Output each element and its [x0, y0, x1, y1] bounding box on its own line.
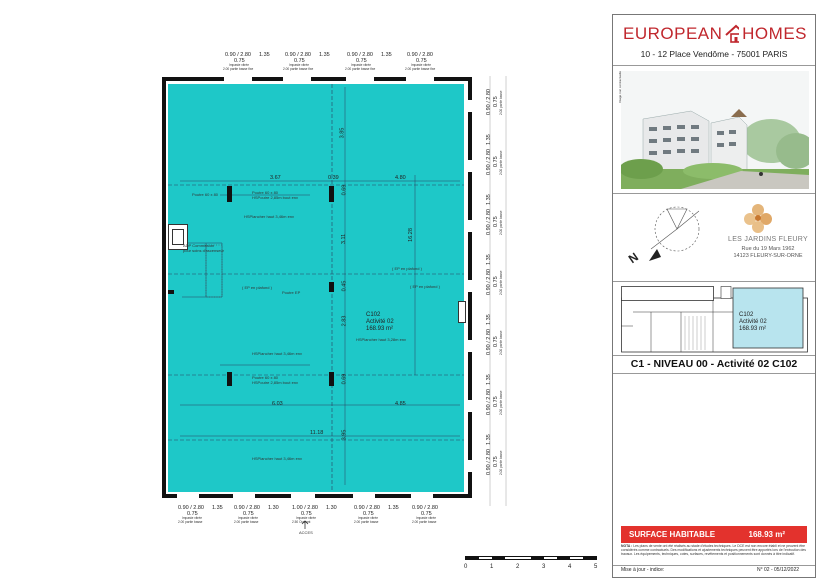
- window-opening: [290, 494, 316, 498]
- scale-bar-ruler: [465, 556, 597, 560]
- window-tag-note: Impaste vitrée: [416, 516, 437, 520]
- ep-plafond: ( EP en plafond ): [242, 285, 272, 290]
- window-tag-height: 0.75: [363, 511, 374, 517]
- window-tag-note: 2.00 partie basse: [499, 90, 503, 115]
- plan-post: [329, 186, 334, 202]
- window-tag-width: 0.90 / 2.80: [347, 52, 373, 58]
- plan-post: [227, 186, 232, 202]
- notes: [621, 544, 807, 557]
- window-opening: [176, 494, 200, 498]
- scale-bar-label: 2: [516, 564, 520, 570]
- window-tag-note: Impaste vitrée: [411, 63, 432, 67]
- window-opening: [468, 459, 472, 473]
- dim-v2: 0.69: [341, 184, 348, 196]
- project-street: Rue du 19 Mars 1962: [741, 246, 795, 252]
- window-tag-gap: 1.35: [319, 52, 330, 58]
- terrace-hatch: [488, 76, 524, 508]
- window-tag-gap: 1.30: [268, 505, 279, 511]
- window-tag-note: 2.50 Ouvrant: [292, 520, 311, 524]
- window-tag-width: 1.35: [486, 194, 492, 205]
- window-tag-note: 2.00 partie basse: [234, 520, 259, 524]
- dim-v3: 3.11: [341, 233, 348, 245]
- window-opening: [468, 339, 472, 353]
- window-tag-width: 0.90 / 2.80: [486, 149, 492, 175]
- plan-post: [168, 290, 174, 294]
- scale-bar-label: 3: [542, 564, 546, 570]
- window-tag-note: Impaste vitrée: [351, 63, 372, 67]
- dim-top-mid: 0.39: [328, 175, 339, 181]
- window-tag-height: 0.75: [356, 58, 367, 64]
- window-tag-width: 0.90 / 2.80: [225, 52, 251, 58]
- window-tag-note: Impaste vitrée: [238, 516, 259, 520]
- window-opening: [468, 99, 472, 113]
- window-tag-gap: 1.35: [381, 52, 392, 58]
- window-tag-note: 2.00 partie basse fixe: [345, 67, 376, 71]
- window-tag-gap: 1.35: [259, 52, 270, 58]
- window-tag-height: 0.75: [493, 336, 499, 347]
- window-tag-gap: 1.30: [326, 505, 337, 511]
- window-tag-note: Impaste vitrée: [229, 63, 250, 67]
- window-tag-width: 0.90 / 2.80: [412, 505, 438, 511]
- scale-bar-segment: [518, 557, 531, 559]
- window-tag-height: 0.75: [416, 58, 427, 64]
- scale-bar-segment: [466, 557, 479, 559]
- dim-v5: 2.83: [341, 315, 348, 327]
- ceiling-main: HSPlancher haut 3,28m env: [356, 337, 407, 342]
- plan-post: [329, 372, 334, 386]
- window-opening: [345, 77, 375, 81]
- dim-mid-left: 6.03: [272, 401, 283, 407]
- window-tag-note: 2.00 partie basse fixe: [283, 67, 314, 71]
- scale-bar-segment: [570, 557, 583, 559]
- key-plan-diagram: [621, 286, 809, 354]
- dim-bottom: 11.18: [310, 430, 324, 436]
- title-block: [612, 14, 816, 578]
- project-name: LES JARDINS FLEURY: [728, 236, 808, 243]
- window-opening: [405, 77, 435, 81]
- window-tag-note: Impaste vitrée: [182, 516, 203, 520]
- ceiling-bottom: HSPlancher haut 3,46m env: [252, 456, 303, 461]
- window-tag-width: 0.90 / 2.80: [486, 209, 492, 235]
- poutre-ep: Poutre EP: [282, 290, 301, 295]
- plan-lines: [160, 75, 476, 503]
- window-tag-height: 0.75: [243, 511, 254, 517]
- scale-bar-label: 1: [490, 564, 494, 570]
- window-opening: [468, 279, 472, 293]
- window-tag-width: 0.90 / 2.80: [486, 329, 492, 355]
- ep-plafond-mid: ( EP en plafond ): [392, 266, 422, 271]
- acces-label: ACCES: [299, 530, 313, 535]
- scale-bar-segment: [531, 557, 544, 559]
- project-flower-logo-icon: [741, 199, 775, 235]
- house-logo-icon: [725, 24, 739, 44]
- brand-name-right: HOMES: [742, 24, 807, 43]
- window-tag-height: 0.75: [493, 456, 499, 467]
- window-tag-width: 1.35: [486, 374, 492, 385]
- window-tag-note: 2.00 partie basse: [499, 210, 503, 235]
- key-plan-label: C102 Activité 02 168.93 m²: [739, 312, 767, 332]
- window-tag-width: 1.00 / 2.80: [292, 505, 318, 511]
- window-tag-height: 0.75: [493, 156, 499, 167]
- window-tag-width: 0.90 / 2.80: [486, 449, 492, 475]
- dim-mid-right: 4.85: [395, 401, 406, 407]
- window-tag-gap: 1.35: [212, 505, 223, 511]
- ep-plafond-right: ( EP en plafond ): [410, 284, 440, 289]
- window-tag-width: 0.90 / 2.80: [178, 505, 204, 511]
- render-caption: Image non contractuelle: [618, 70, 622, 103]
- window-tag-width: 0.90 / 2.80: [486, 269, 492, 295]
- ceiling-top: HSPlancher haut 3,46m env: [244, 214, 295, 219]
- dim-top-right: 4.80: [395, 175, 406, 181]
- dim-v4: 0.45: [341, 280, 348, 292]
- window-tag-height: 0.75: [187, 511, 198, 517]
- window-tag-note: 2.00 partie basse: [412, 520, 437, 524]
- scale-bar-segment: [544, 557, 557, 559]
- brand-address: 10 - 12 Place Vendôme - 75001 PARIS: [640, 49, 788, 59]
- window-tag-note: Impaste vitrée: [358, 516, 379, 520]
- notes-label: NOTA :: [621, 544, 633, 548]
- window-tag-note: 2.00 partie basse: [499, 390, 503, 415]
- window-opening: [468, 399, 472, 413]
- poutre-top: Poutre 60 x 80: [252, 190, 279, 195]
- scale-bar-label: 4: [568, 564, 572, 570]
- window-tag-note: Impaste vitrée: [296, 516, 317, 520]
- window-tag-note: 2.00 partie basse: [354, 520, 379, 524]
- plan-post: [227, 372, 232, 386]
- window-opening: [232, 494, 256, 498]
- dim-v6: 0.69: [341, 373, 348, 385]
- scale-bar-label: 0: [464, 564, 468, 570]
- update-label: Mise à jour - indice:: [621, 567, 665, 573]
- window-opening: [468, 219, 472, 233]
- plan-right-door: [458, 301, 466, 323]
- poutre-left: Poutre 60 x 80: [192, 192, 219, 197]
- window-tag-width: 0.90 / 2.80: [285, 52, 311, 58]
- project-city: 14123 FLEURY-SUR-ORNE: [733, 253, 803, 259]
- poutre-bottom-hsp: HSPoutre 2,85m bout env: [252, 380, 299, 385]
- scale-bar-segment: [479, 557, 492, 559]
- window-tag-width: 0.90 / 2.80: [486, 89, 492, 115]
- window-tag-height: 0.75: [301, 511, 312, 517]
- window-tag-note: 2.00 partie basse fixe: [405, 67, 436, 71]
- window-tag-height: 0.75: [493, 216, 499, 227]
- ceiling-mid: HSPlancher haut 3,46m env: [252, 351, 303, 356]
- comm-sub: pour soins d'ascenseur: [183, 248, 225, 253]
- comm-label: ADP Commission: [183, 243, 215, 248]
- scale-bar-segment: [505, 557, 518, 559]
- window-opening: [223, 77, 253, 81]
- window-opening: [282, 77, 312, 81]
- dim-v1: 3.85: [339, 127, 346, 139]
- scale-bar-label: 5: [594, 564, 598, 570]
- window-tag-width: 1.35: [486, 314, 492, 325]
- window-tag-note: 2.00 partie basse fixe: [223, 67, 254, 71]
- window-tag-note: 2.00 partie basse: [499, 150, 503, 175]
- window-tag-note: Impaste vitrée: [289, 63, 310, 67]
- window-tag-width: 0.90 / 2.80: [486, 389, 492, 415]
- window-tag-height: 0.75: [421, 511, 432, 517]
- window-tag-width: 0.90 / 2.80: [354, 505, 380, 511]
- surface-habitable-bar: [621, 526, 807, 543]
- plan-unit-label: C102 Activité 02 168.93 m²: [366, 312, 394, 332]
- window-tag-note: 2.00 partie basse: [499, 450, 503, 475]
- window-tag-height: 0.75: [493, 96, 499, 107]
- dim-total: 16.28: [407, 228, 414, 242]
- window-tag-note: 2.00 partie basse: [499, 330, 503, 355]
- dim-top-left: 3.67: [270, 175, 281, 181]
- window-tag-height: 0.75: [294, 58, 305, 64]
- window-tag-width: 1.35: [486, 434, 492, 445]
- surface-label: SURFACE HABITABLE: [629, 530, 716, 539]
- window-tag-height: 0.75: [234, 58, 245, 64]
- building-render-image: [621, 71, 809, 189]
- window-tag-width: 0.90 / 2.80: [407, 52, 433, 58]
- window-tag-note: 2.00 partie basse: [178, 520, 203, 524]
- window-opening: [410, 494, 434, 498]
- notes-text: Les plans de vente ont été réalisés au stade d'études techniques. Le DCE est non encore établi et ne peuvent être considérés comme contractuels. Des modifications et ajustements techniques peuvent être apportés lors de l'exécution des travaux. Les équipements, techniques, cotes, surfaces, revêtements et positionnements sont donnés à titre indicatif.: [621, 544, 806, 557]
- update-value: N° 02 - 05/12/2022: [757, 567, 800, 573]
- brand-name-left: EUROPEAN: [623, 24, 723, 43]
- dim-v7: 3.95: [341, 429, 348, 441]
- scale-bar-segment: [583, 557, 596, 559]
- window-opening: [468, 159, 472, 173]
- brand-logo: [623, 23, 807, 45]
- window-opening: [352, 494, 376, 498]
- window-tag-gap: 1.35: [388, 505, 399, 511]
- poutre-top-hsp: HSPoutre 2,85m bout env: [252, 195, 299, 200]
- window-tag-height: 0.75: [493, 276, 499, 287]
- north-compass-icon: [627, 199, 717, 281]
- window-tag-width: 1.35: [486, 254, 492, 265]
- plan-post: [329, 282, 334, 292]
- window-tag-width: 1.35: [486, 134, 492, 145]
- window-tag-height: 0.75: [493, 396, 499, 407]
- window-tag-width: 0.90 / 2.80: [234, 505, 260, 511]
- scale-bar-segment: [492, 557, 505, 559]
- surface-value: 168.93 m²: [748, 530, 785, 539]
- poutre-bottom: Poutre 60 x 80: [252, 375, 279, 380]
- window-tag-note: 2.00 partie basse: [499, 270, 503, 295]
- level-title: C1 - NIVEAU 00 - Activité 02 C102: [630, 358, 798, 370]
- north-label: N: [625, 249, 641, 267]
- scale-bar-segment: [557, 557, 570, 559]
